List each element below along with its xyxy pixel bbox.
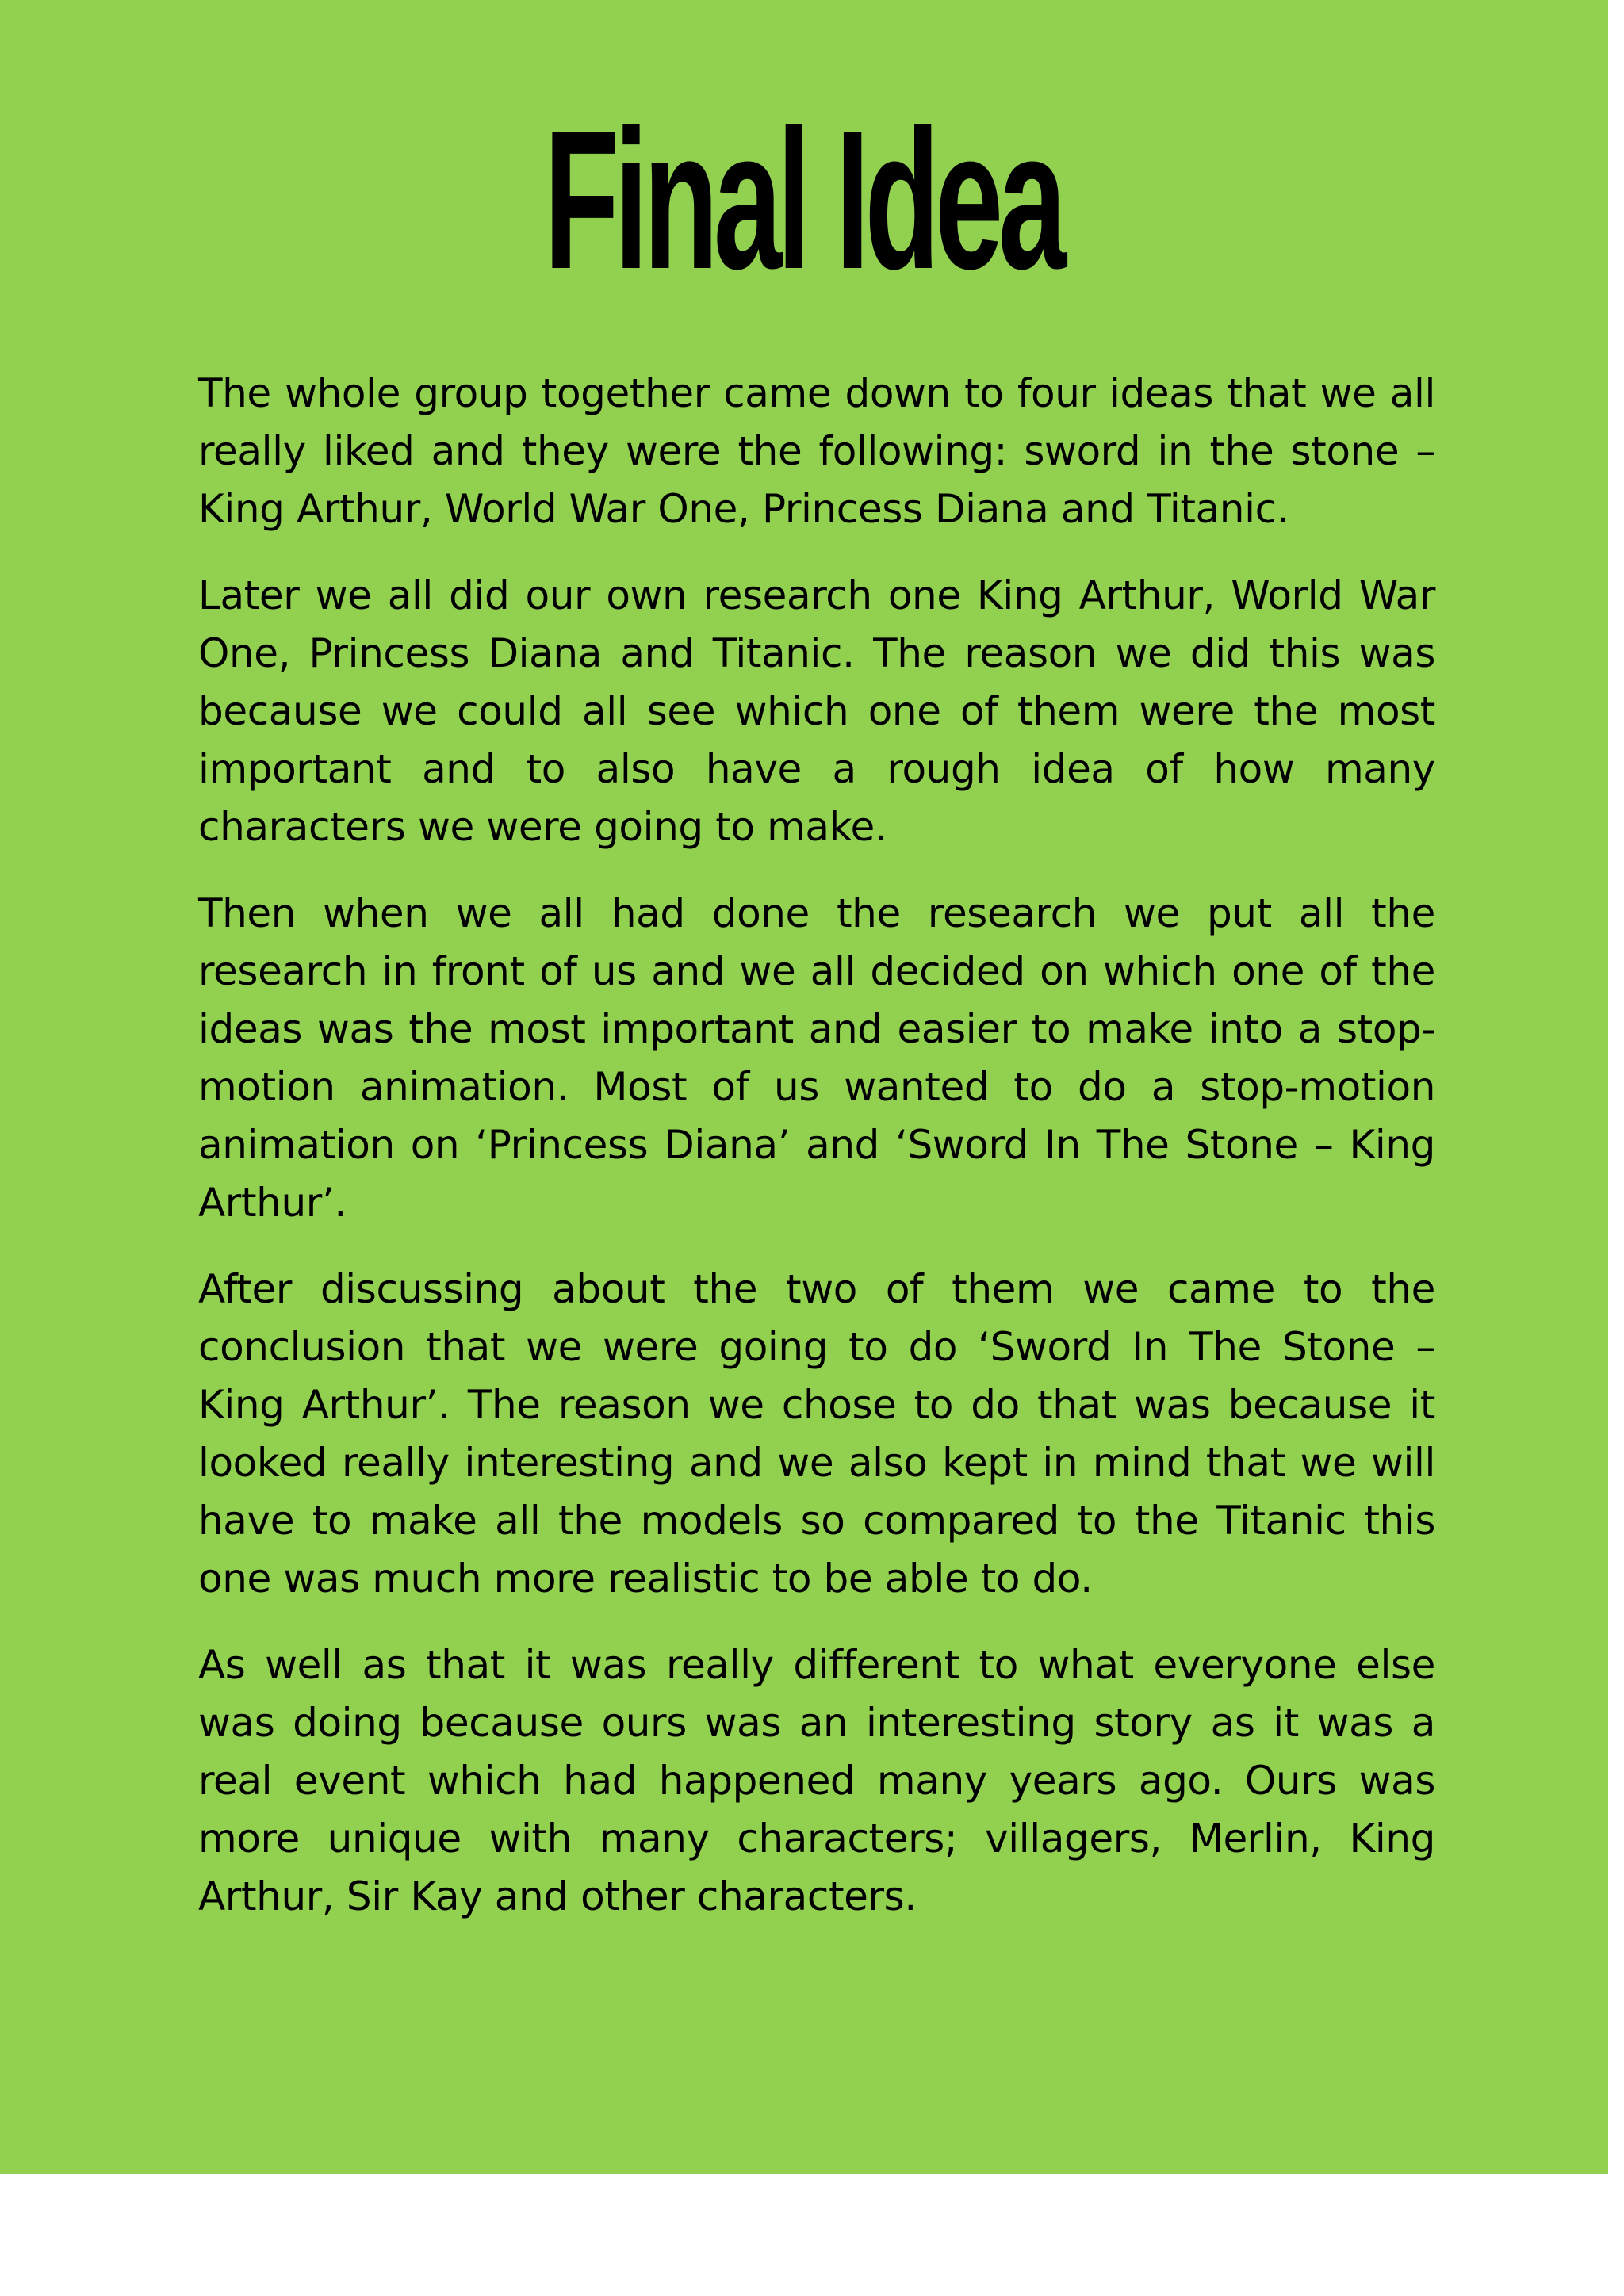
paragraph-1: The whole group together came down to four ideas that we all really liked and they were the following: sword in the stone – King Arthur, World War One, Princess Diana and Titanic. xyxy=(198,370,1435,532)
paragraph-4: After discussing about the two of them we came to the conclusion that we were going to do ‘Sword In The Stone – King Arthur’. The reason we chose to do that was because it looked really interesting and we also kept in mind that we will have to make all the models so compared to the Titanic this one was much more realistic to be able to do. xyxy=(198,1266,1435,1601)
paragraph-5: As well as that it was really different to what everyone else was doing because ours was an interesting story as it was a real event which had happened many years ago. Ours was more unique with many characters; villagers, Merlin, King Arthur, Sir Kay and other characters. xyxy=(198,1642,1435,1919)
document-body xyxy=(198,365,1435,1926)
page-title: Final Idea xyxy=(544,89,1062,310)
paragraph-3: Then when we all had done the research we put all the research in front of us and we all decided on which one of the ideas was the most important and easier to make into a stop-motion animation. Most of us wanted to do a stop-motion animation on ‘Princess Diana’ and ‘Sword In The Stone – King Arthur’. xyxy=(198,890,1435,1226)
paragraph-2: Later we all did our own research one King Arthur, World War One, Princess Diana and Titanic. The reason we did this was because we could all see which one of them were the most important and to also have a rough idea of how many characters we were going to make. xyxy=(198,572,1435,850)
